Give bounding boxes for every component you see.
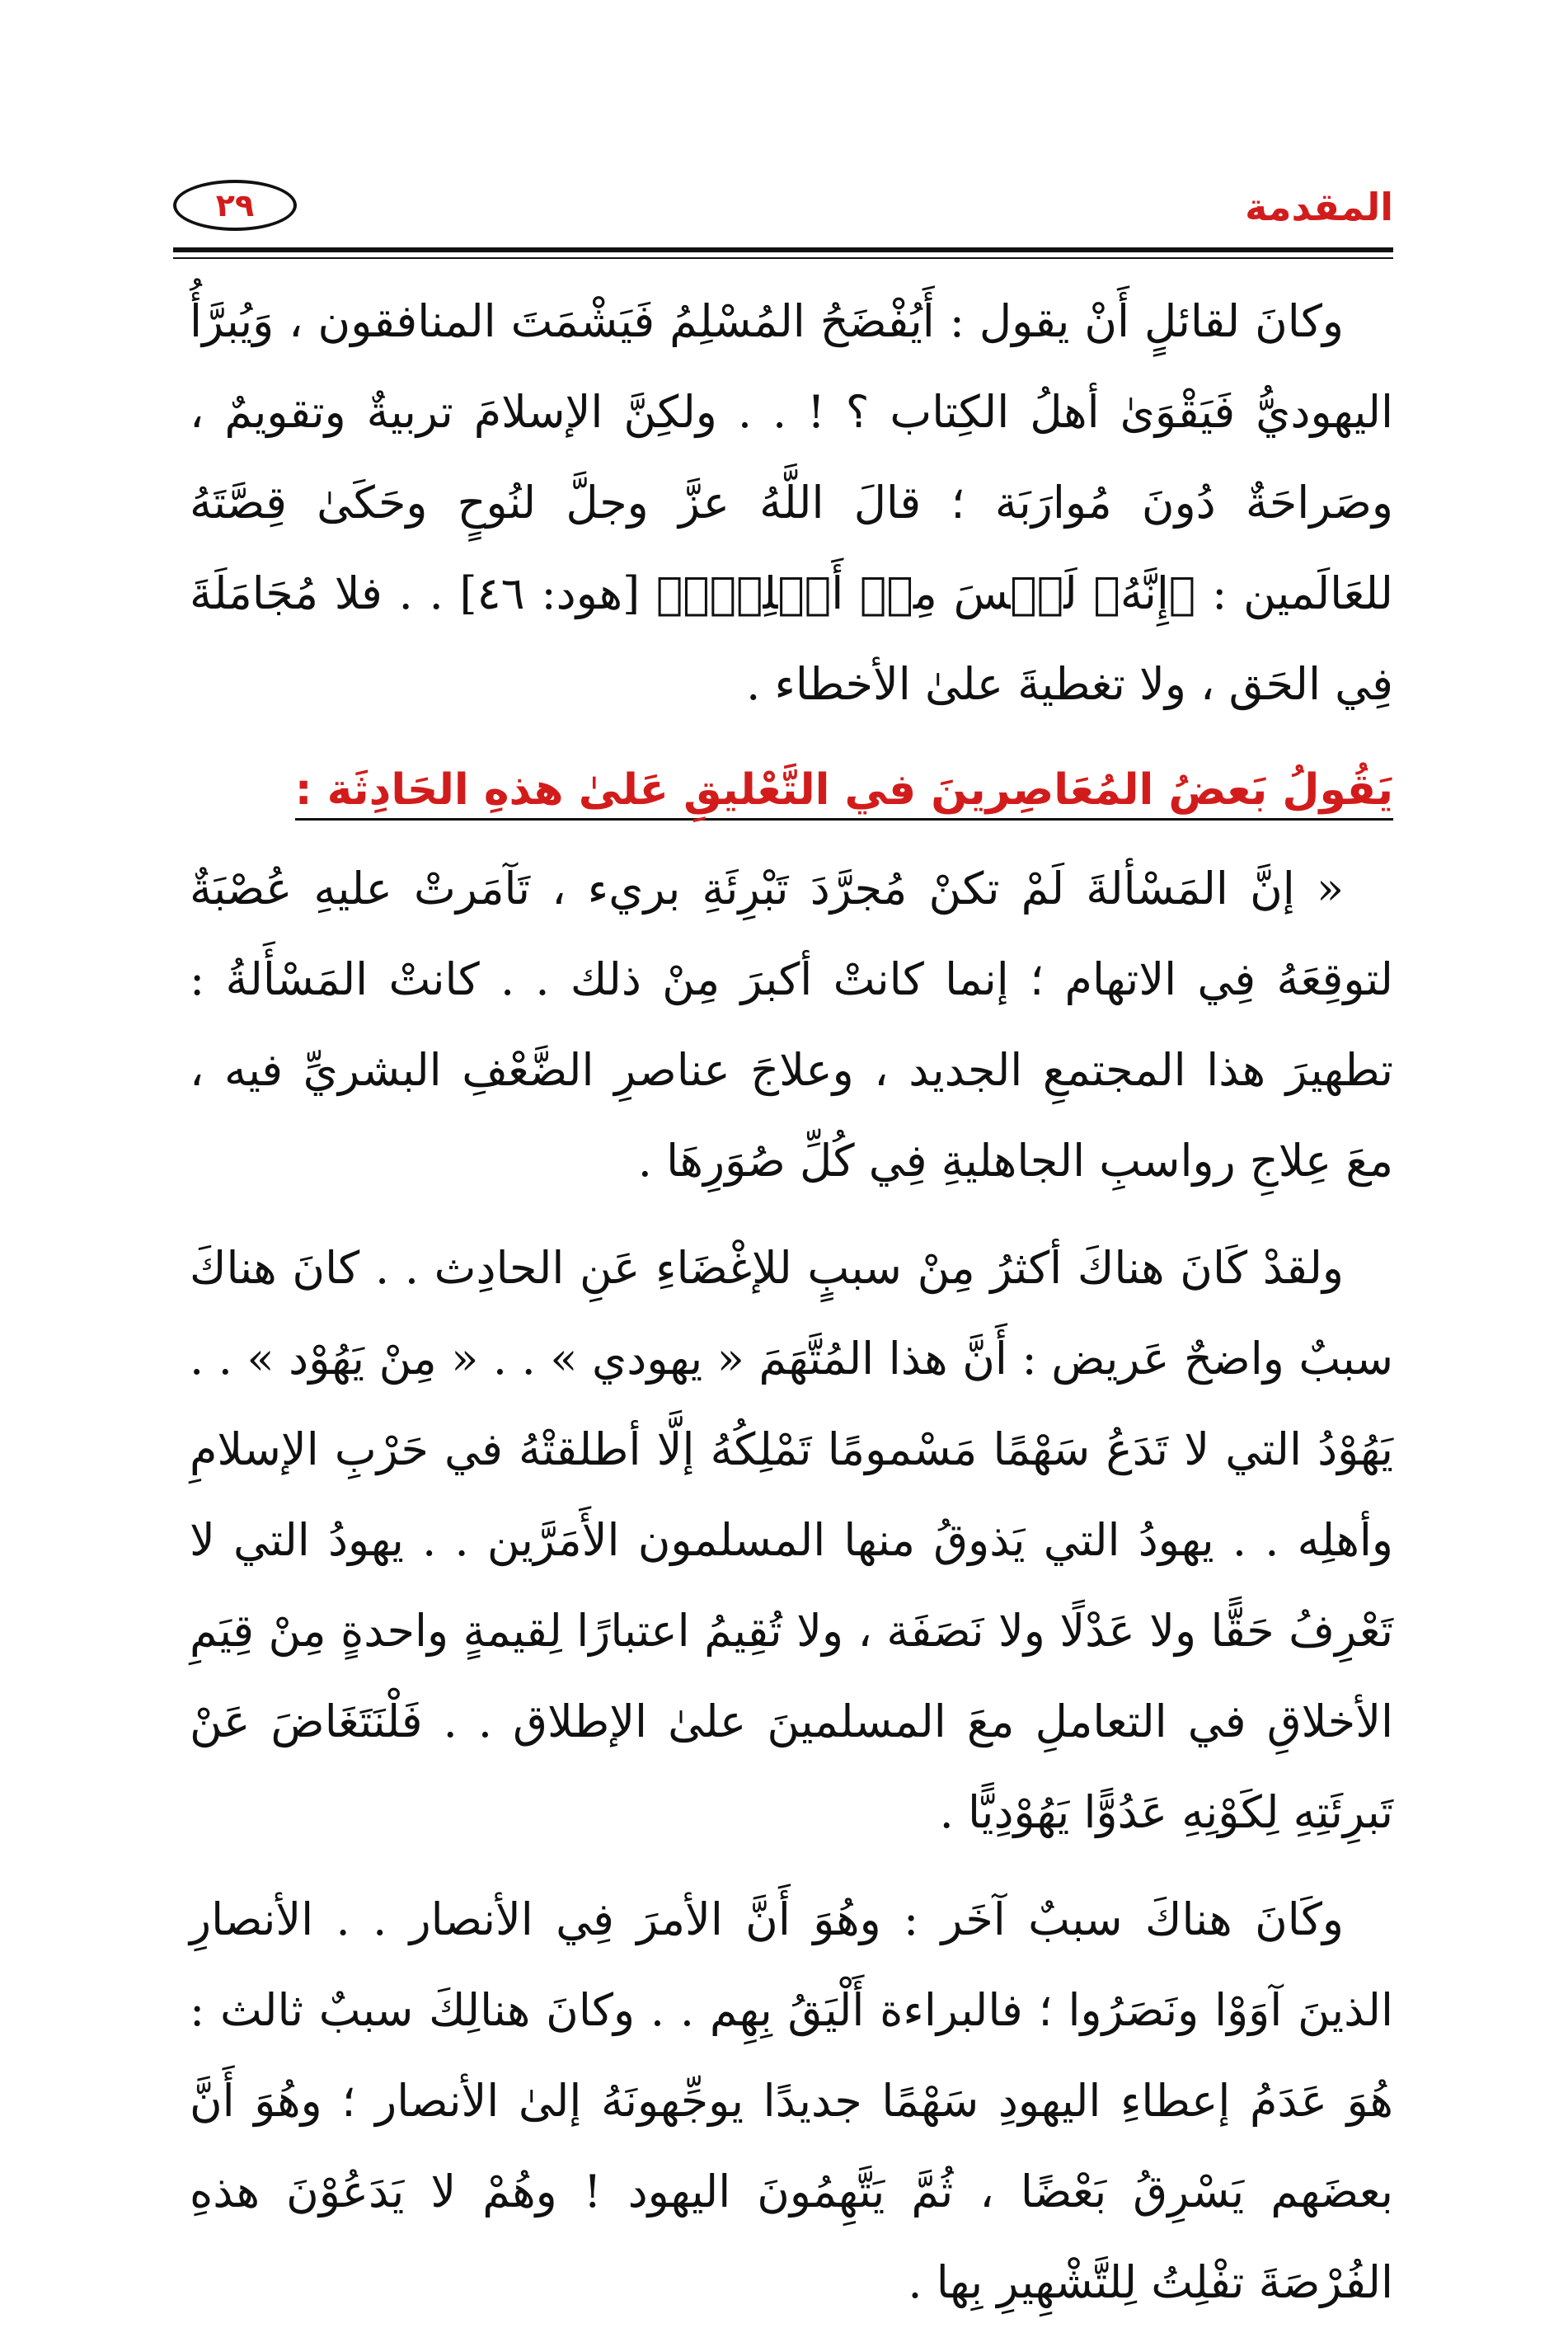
subheading-text: يَقُولُ بَعضُ المُعَاصِرينَ في التَّعْليقِ عَلىٰ هذهِ الحَادِثَة : (295, 765, 1393, 821)
quote-paragraph-1: « إنَّ المَسْألةَ لَمْ تكنْ مُجرَّدَ تَبْرِئَةِ بريء ، تَآمَرتْ عليهِ عُصْبَةٌ لتوقِعَهُ فِي الاتهام ؛ إنما كانتْ أكبرَ مِنْ ذلك . . كانتْ المَسْأَلةُ : تطهيرَ هذا المجتمعِ الجديد ، وعلاجَ عناصرِ الضَّعْفِ البشريِّ فيه ، معَ عِلاجِ رواسبِ الجاهليةِ فِي كُلِّ صُوَرِهَا . (190, 863, 1393, 1187)
section-subheading (190, 745, 1393, 835)
page-header (173, 173, 1393, 247)
header-rule-thin (173, 257, 1393, 259)
running-title: المقدمة (1245, 185, 1393, 229)
quote-paragraph-2: ولقدْ كَانَ هناكَ أكثرُ مِنْ سببٍ للإغْضَاءِ عَنِ الحادِث . . كانَ هناكَ سببٌ واضحٌ عَريض : أَنَّ هذا المُتَّهَمَ « يهودي » . . « مِنْ يَهُوْد » . . يَهُوْدُ التي لا تَدَعُ سَهْمًا مَسْمومًا تَمْلِكُهُ إلَّا أطلقتْهُ في حَرْبِ الإسلامِ وأهلِه . . يهودُ التي يَذوقُ منها المسلمون الأَمَرَّين . . يهودُ التي لا تَعْرِفُ حَقًّا ولا عَدْلًا ولا نَصَفَة ، ولا تُقِيمُ اعتبارًا لِقيمةٍ واحدةٍ مِنْ قِيَمِ الأخلاقِ في التعاملِ معَ المسلمينَ علىٰ الإطلاق . . فَلْنَتَغَاضَ عَنْ تَبرِئَتِهِ لِكَوْنِهِ عَدُوًّا يَهُوْدِيًّا . (190, 1242, 1393, 1838)
header-rule-thick (173, 247, 1393, 252)
quote-paragraph-3: وكَانَ هناكَ سببٌ آخَر : وهُوَ أَنَّ الأمرَ فِي الأنصار . . الأنصارِ الذينَ آوَوْا ونَصَرُوا ؛ فالبراءة أَلْيَقُ بِهِم . . وكانَ هنالِكَ سببٌ ثالث : هُوَ عَدَمُ إعطاءِ اليهودِ سَهْمًا جديدًا يوجِّهونَهُ إلىٰ الأنصار ؛ وهُوَ أَنَّ بعضَهم يَسْرِقُ بَعْضًا ، ثُمَّ يَتَّهِمُونَ اليهود ! وهُمْ لا يَدَعُوْنَ هذهِ الفُرْصَةَ تفْلِتُ لِلتَّشْهِيرِ بِها . (190, 1893, 1393, 2308)
page-body (190, 276, 1393, 2328)
page-number-badge: ٢٩ (173, 180, 297, 231)
paragraph-intro: وكانَ لقائلٍ أَنْ يقول : أَيُفْضَحُ المُسْلِمُ فَيَشْمَتَ المنافقون ، وَيُبرَّأُ اليهوديُّ فَيَقْوَىٰ أهلُ الكِتاب ؟ ! . . ولكِنَّ الإسلامَ تربيةٌ وتقويمٌ ، وصَراحَةٌ دُونَ مُوارَبَة ؛ قالَ اللَّهُ عزَّ وجلَّ لنُوحٍ وحَكَىٰ قِصَّتَهُ للعَالَمين : ﴿إِنَّهُۥ لَيۡسَ مِنۡ أَهۡلِكَۖ﴾ [هود: ٤٦] . . فلا مُجَامَلَةَ فِي الحَق ، ولا تغطيةَ علىٰ الأخطاء . (190, 295, 1393, 710)
